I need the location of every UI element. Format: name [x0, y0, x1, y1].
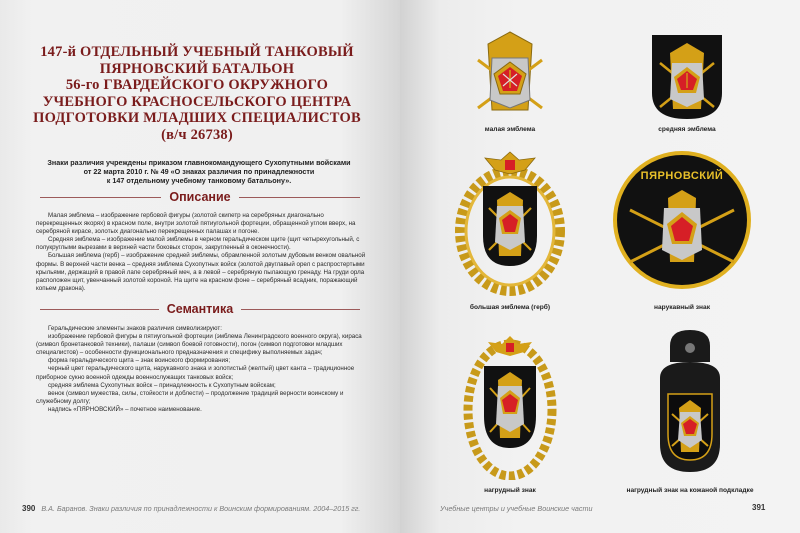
caption-small-emblem: малая эмблема	[484, 126, 536, 133]
semantics-heading-label: Семантика	[159, 302, 241, 316]
description-paragraph: Средняя эмблема – изображение малой эмблемы в черном геральдическом щите (щит четырехугольный, с полукруглыми вырезами в верхней части боковых сторон, закругленный в оконечности).	[36, 236, 360, 252]
description-heading-label: Описание	[161, 190, 238, 204]
semantics-paragraph: средняя эмблема Сухопутных войск – принадлежность к Сухопутным войскам;	[48, 381, 276, 389]
title-line: 147-й ОТДЕЛЬНЫЙ УЧЕБНЫЙ ТАНКОВЫЙ	[40, 44, 354, 60]
left-footer	[22, 504, 382, 513]
semantics-text	[36, 325, 368, 414]
description-paragraph: Большая эмблема (герб) – изображение средней эмблемы, обрамленной золотым дубовым венком овальной формы. В верхней части венка – средняя эмблема Сухопутных войск (золотой двуглавый орел с распростертыми крыльями, держащий в правой лапе серебряный меч, а в левой – серебряную пылающую гренаду. На груди орла расположен щит, увенчанный золотой короной. На щите на красном фоне – серебряный всадник, поражающий копьем дракона).	[36, 252, 366, 292]
description-heading	[40, 190, 360, 204]
breast-badge-image	[462, 330, 558, 480]
semantics-paragraph: Геральдические элементы знаков различия символизируют:	[48, 325, 222, 332]
semantics-paragraph: надпись «ПЯРНОВСКИЙ» – почетное наименование.	[48, 405, 202, 413]
semantics-paragraph: форма геральдического щита – знак воинского формирования;	[48, 357, 231, 365]
large-emblem-image	[455, 146, 565, 296]
semantics-paragraph: венок (символ мужества, силы, стойкости и доблести) – продолжение традиций верности воинскому и служебному долгу;	[36, 389, 344, 405]
title-line: ПОДГОТОВКИ МЛАДШИХ СПЕЦИАЛИСТОВ	[33, 110, 361, 126]
leather-badge-image	[652, 326, 728, 476]
title-line: 56-го ГВАРДЕЙСКОГО ОКРУЖНОГО	[65, 77, 329, 93]
sleeve-patch-text: ПЯРНОВСКИЙ	[640, 170, 724, 182]
description-text	[36, 212, 368, 293]
caption-medium-emblem: средняя эмблема	[658, 126, 716, 133]
decree-line: Знаки различия учреждены приказом главнокомандующего Сухопутными войсками	[47, 158, 351, 167]
caption-leather-badge: нагрудный знак на кожаной подкладке	[626, 487, 754, 494]
semantics-heading	[40, 302, 360, 316]
page-title	[22, 44, 372, 143]
title-line: ПЯРНОВСКИЙ БАТАЛЬОН	[99, 60, 295, 77]
caption-breast-badge: нагрудный знак	[484, 487, 536, 494]
semantics-paragraph: изображение гербовой фигуры в пятиугольной фортеции (эмблема Ленинградского военного округа), кираса (символ бронетанковой техники), палаши (символ боевой готовности), погон (символ подготовки младших специалистов) – особенности функционального предназначения и специфику выполняемых задач;	[36, 333, 362, 357]
semantics-paragraph: черный цвет геральдического щита, нарукавного знака и золотистый (желтый) цвет канта – традиционное приборное сукно военной одежды военнослужащих танковых войск;	[36, 365, 355, 381]
decree-line: от 22 марта 2010 г. № 49 «О знаках различия по принадлежности	[83, 167, 315, 176]
description-paragraph: Малая эмблема – изображение гербовой фигуры (золотой скипетр на серебряных диагонально перекрещенных якорях) в красном поле, внутри золотой пятиугольной фортеции, обращенной углом вверх, на серебряной кирасе, золотых диагонально перекрещенных палашах и погоне.	[36, 212, 356, 236]
left-footer-text: В.А. Баранов. Знаки различия по принадлежности к Воинским формированиям. 2004–2015 гг.	[41, 504, 361, 513]
small-emblem-image	[470, 30, 550, 118]
caption-large-emblem: большая эмблема (герб)	[469, 304, 551, 311]
decree-note	[44, 158, 354, 185]
caption-sleeve-patch: нарукавный знак	[653, 304, 710, 311]
decree-line: к 147 отдельному учебному танковому батальону».	[106, 176, 292, 185]
title-line: (в/ч 26738)	[161, 126, 233, 143]
right-footer-text: Учебные центры и учебные Воинские части	[440, 504, 593, 513]
left-page-number: 390	[22, 504, 36, 513]
title-line: УЧЕБНОГО КРАСНОСЕЛЬСКОГО ЦЕНТРА	[42, 93, 352, 110]
medium-emblem-image	[650, 33, 724, 121]
right-page-number: 391	[752, 503, 766, 512]
